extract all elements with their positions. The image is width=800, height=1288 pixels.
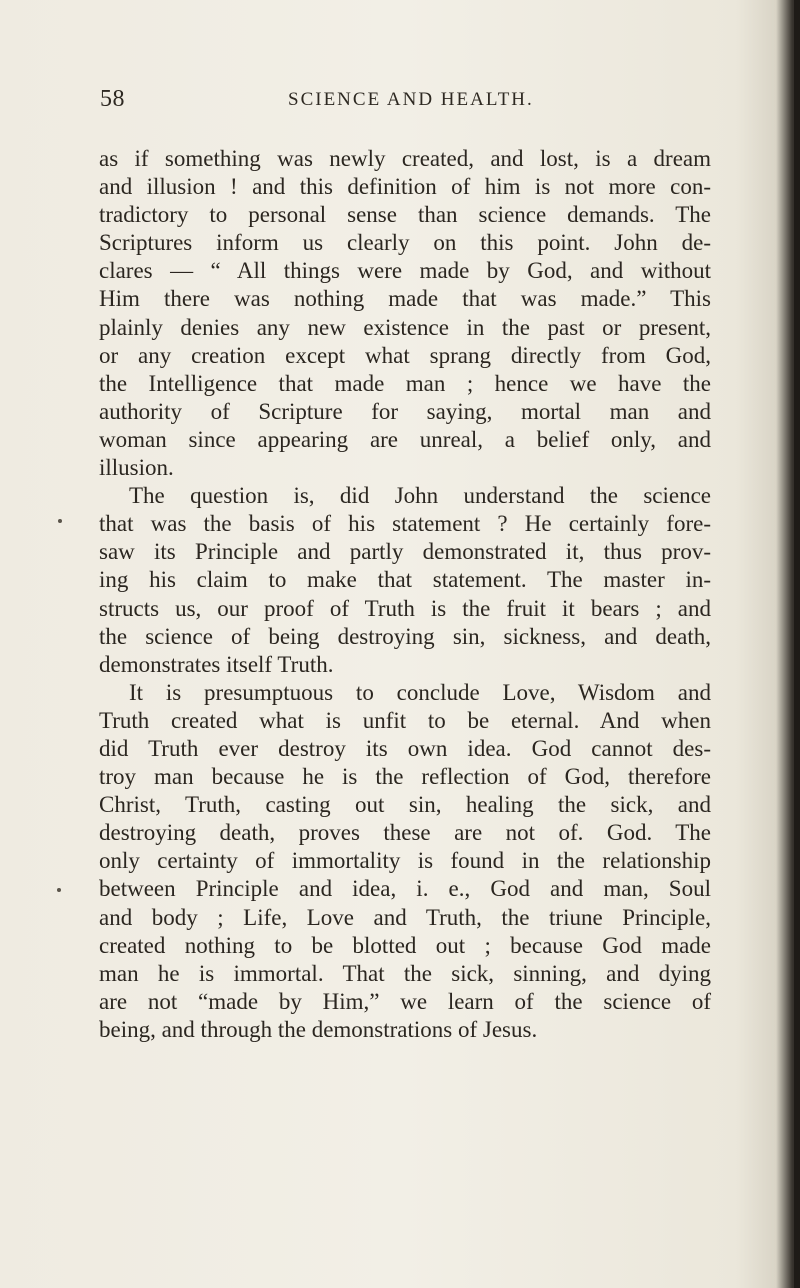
print-speck (57, 888, 61, 892)
text-line: as if something was newly created, and lost, is a dream (99, 146, 711, 171)
page-edge-shadow (794, 0, 800, 1288)
text-line: created nothing to be blotted out ; because God made (99, 932, 711, 958)
text-line: saw its Principle and partly demonstrated it, thus prov- (99, 539, 711, 565)
text-line: Scriptures inform us clearly on this point. John de- (99, 230, 711, 256)
text-line: Christ, Truth, casting out sin, healing the sick, and (99, 792, 711, 818)
text-line: only certainty of immortality is found in the relationship (99, 848, 711, 874)
text-line: being, and through the demonstrations of Jesus. (99, 1016, 538, 1042)
text-line: The question is, did John understand the science (129, 483, 711, 509)
text-line: authority of Scripture for saying, mortal man and (99, 398, 711, 424)
text-line: the science of being destroying sin, sickness, and death, (99, 623, 711, 649)
text-line: clares — “ All things were made by God, and without (99, 258, 711, 284)
text-line: or any creation except what sprang directly from God, (99, 342, 711, 368)
text-line: Him there was nothing made that was made.” This (99, 286, 711, 312)
body-text (99, 145, 711, 1044)
text-line: woman since appearing are unreal, a belief only, and (99, 426, 711, 452)
text-line: troy man because he is the reflection of God, therefore (99, 764, 711, 790)
text-line: did Truth ever destroy its own idea. God cannot des- (99, 735, 711, 761)
text-line: illusion. (99, 455, 174, 481)
text-line: demonstrates itself Truth. (99, 651, 334, 677)
text-line: the Intelligence that made man ; hence we have the (99, 370, 711, 396)
text-line: ing his claim to make that statement. The master in- (99, 567, 711, 593)
text-line: are not “made by Him,” we learn of the science of (99, 988, 711, 1014)
text-line: tradictory to personal sense than science demands. The (99, 202, 711, 228)
text-line: plainly denies any new existence in the past or present, (99, 314, 711, 340)
text-line: Truth created what is unfit to be eternal. And when (99, 707, 711, 733)
text-line: between Principle and idea, i. e., God and man, Soul (99, 876, 711, 902)
text-line: and illusion ! and this definition of him is not more con- (99, 174, 711, 200)
page-header (100, 86, 700, 116)
text-line: that was the basis of his statement ? He certainly fore- (99, 511, 711, 537)
text-line: It is presumptuous to conclude Love, Wisdom and (129, 679, 711, 705)
text-line: structs us, our proof of Truth is the fruit it bears ; and (99, 595, 711, 621)
page-number: 58 (100, 86, 125, 112)
running-head: SCIENCE AND HEALTH. (288, 89, 534, 110)
text-line: man he is immortal. That the sick, sinning, and dying (99, 960, 711, 986)
text-line: destroying death, proves these are not of. God. The (99, 820, 711, 846)
print-speck (58, 519, 62, 523)
text-line: and body ; Life, Love and Truth, the triune Principle, (99, 904, 711, 930)
